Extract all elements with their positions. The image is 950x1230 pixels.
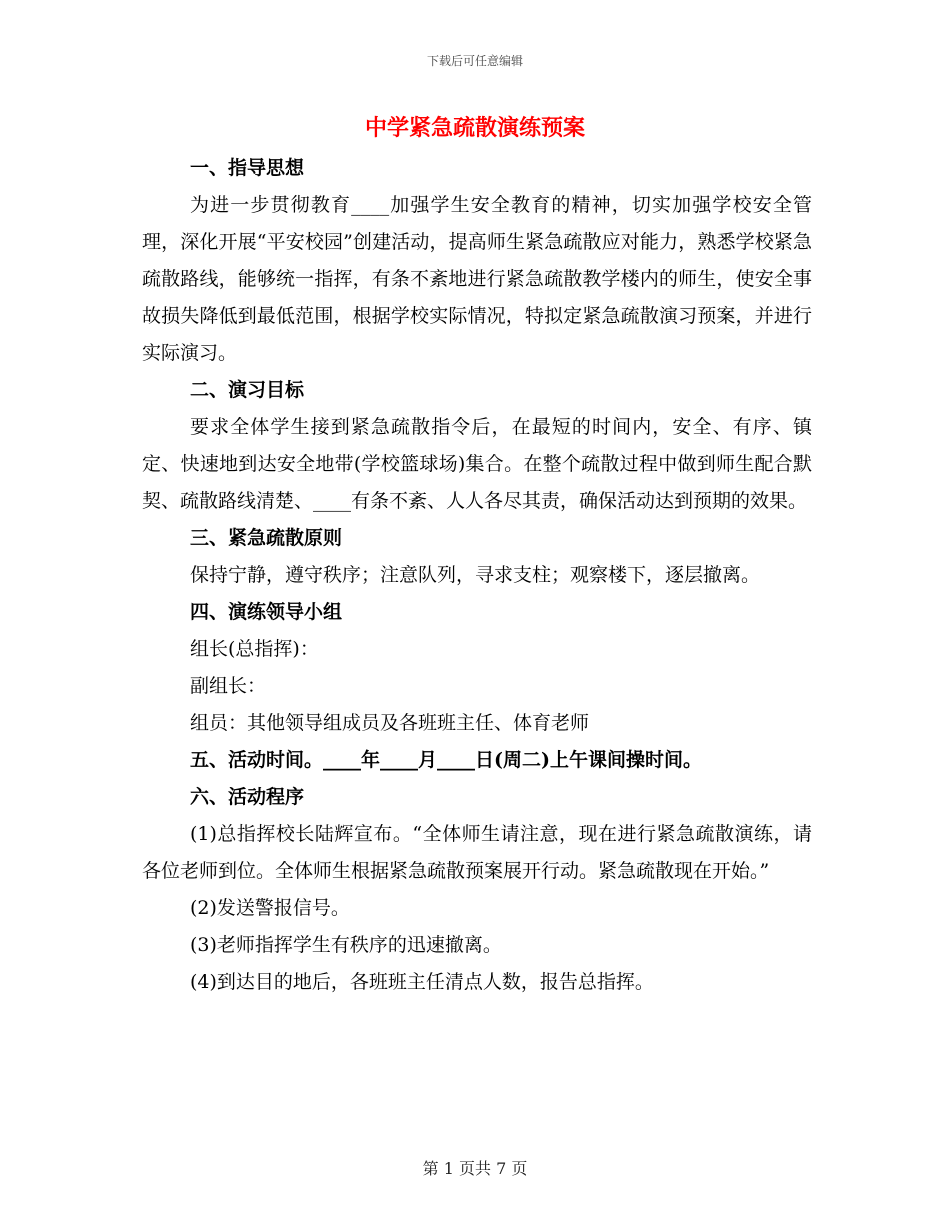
- section-heading-drill-goals: 二、演习目标: [190, 379, 305, 401]
- procedure-step-3: (3)老师指挥学生有秩序的迅速撤离。: [190, 934, 502, 956]
- procedure-step-2: (2)发送警报信号。: [190, 897, 350, 919]
- section-paragraph-drill-goals: 要求全体学生接到紧急疏散指令后，在最短的时间内，安全、有序、镇定、快速地到达安全地带(学校篮球场)集合。在整个疏散过程中做到师生配合默契、疏散路线清楚、____有条不紊、人人各尽其责，确保活动达到预期的效果。: [142, 416, 812, 512]
- section-heading-evacuation-principles: 三、紧急疏散原则: [190, 527, 343, 549]
- leadership-group-leader: 组长(总指挥)：: [190, 638, 319, 660]
- procedure-step-1: (1)总指挥校长陆辉宣布。“全体师生请注意，现在进行紧急疏散演练，请各位老师到位。全体师生根据紧急疏散预案展开行动。紧急疏散现在开始。”: [142, 823, 812, 882]
- section-heading-guiding-ideology: 一、指导思想: [190, 157, 305, 179]
- section-heading-leadership-group: 四、演练领导小组: [190, 601, 343, 623]
- section-heading-activity-time: 五、活动时间。____年____月____日(周二)上午课间操时间。: [190, 749, 702, 771]
- page-number: 第 1 页共 7 页: [422, 1159, 528, 1178]
- document-body: [142, 150, 812, 1001]
- header-note: 下载后可任意编辑: [426, 54, 523, 68]
- section-paragraph-guiding-ideology: 为进一步贯彻教育____加强学生安全教育的精神，切实加强学校安全管理，深化开展“平安校园”创建活动，提高师生紧急疏散应对能力，熟悉学校紧急疏散路线，能够统一指挥，有条不紊地进行紧急疏散教学楼内的师生，使安全事故损失降低到最低范围，根据学校实际情况，特拟定紧急疏散演习预案，并进行实际演习。: [142, 194, 812, 364]
- leadership-group-deputy: 副组长：: [190, 675, 267, 697]
- document-title: 中学紧急疏散演练预案: [364, 115, 585, 141]
- section-heading-activity-procedure: 六、活动程序: [190, 786, 305, 808]
- section-paragraph-evacuation-principles: 保持宁静，遵守秩序；注意队列，寻求支柱；观察楼下，逐层撤离。: [190, 564, 761, 586]
- procedure-step-4: (4)到达目的地后，各班班主任清点人数，报告总指挥。: [190, 971, 654, 993]
- leadership-group-members: 组员：其他领导组成员及各班班主任、体育老师: [190, 712, 590, 734]
